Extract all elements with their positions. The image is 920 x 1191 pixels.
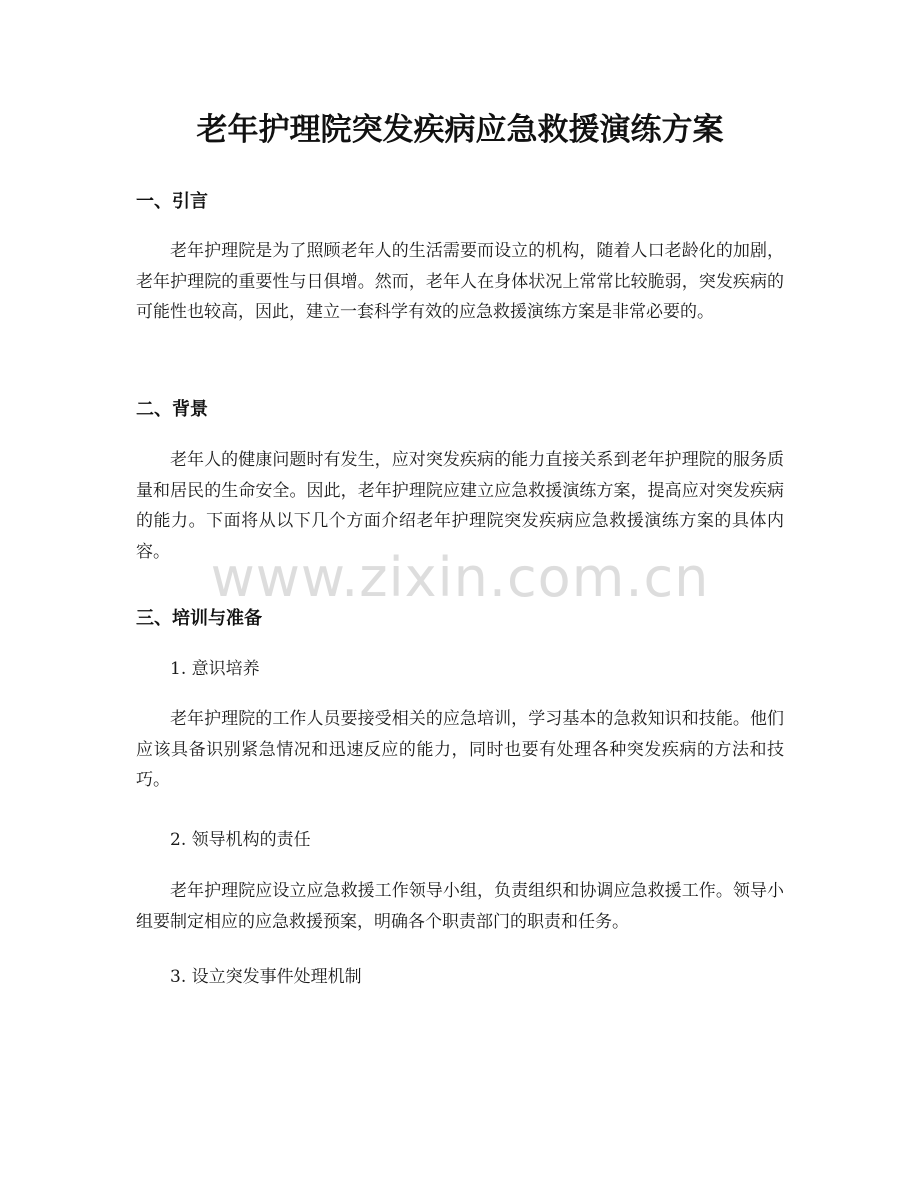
- section-heading-training: 三、培训与准备: [136, 608, 262, 629]
- section-heading-background: 二、背景: [136, 399, 208, 420]
- background-paragraph: 老年人的健康问题时有发生，应对突发疾病的能力直接关系到老年护理院的服务质量和居民的生命安全。因此，老年护理院应建立应急救援演练方案，提高应对突发疾病的能力。下面将从以下几个方面介绍老年护理院突发疾病应急救援演练方案的具体内容。: [136, 450, 784, 562]
- subsection-title-leadership: 2. 领导机构的责任: [170, 830, 311, 850]
- document-title: 老年护理院突发疾病应急救援演练方案: [196, 112, 724, 148]
- leadership-paragraph: 老年护理院应设立应急救援工作领导小组，负责组织和协调应急救援工作。领导小组要制定相应的应急救援预案，明确各个职责部门的职责和任务。: [136, 881, 784, 932]
- watermark-text: www.zixin.com.cn: [210, 546, 710, 609]
- section-heading-introduction: 一、引言: [136, 191, 208, 212]
- subsection-title-emergency-mechanism: 3. 设立突发事件处理机制: [170, 967, 362, 987]
- subsection-title-awareness: 1. 意识培养: [170, 659, 260, 679]
- awareness-paragraph: 老年护理院的工作人员要接受相关的应急培训，学习基本的急救知识和技能。他们应该具备识别紧急情况和迅速反应的能力，同时也要有处理各种突发疾病的方法和技巧。: [136, 709, 784, 790]
- introduction-paragraph: 老年护理院是为了照顾老年人的生活需要而设立的机构，随着人口老龄化的加剧，老年护理院的重要性与日俱增。然而，老年人在身体状况上常常比较脆弱，突发疾病的可能性也较高，因此，建立一套科学有效的应急救援演练方案是非常必要的。: [136, 241, 784, 322]
